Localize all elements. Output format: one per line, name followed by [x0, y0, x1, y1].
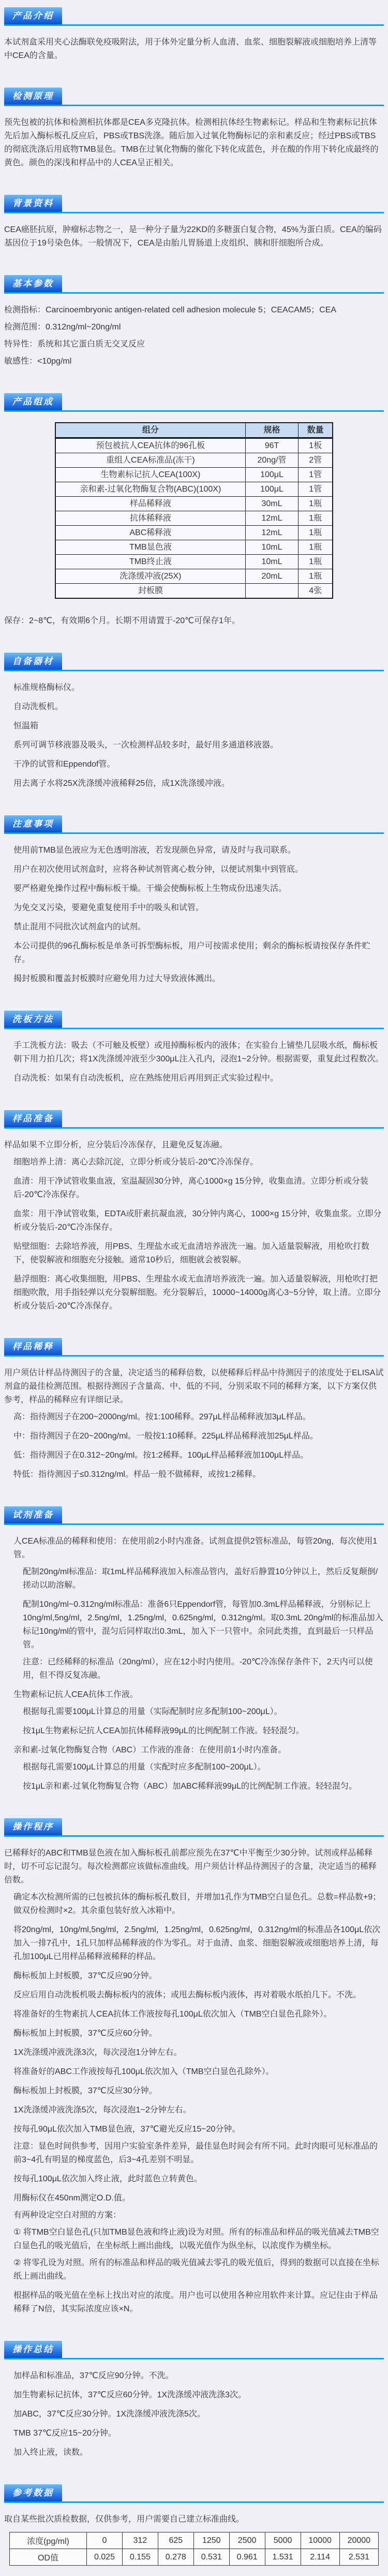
paragraph: 标准规格酶标仪。	[13, 683, 80, 692]
section-body	[4, 294, 384, 368]
section-header	[4, 2484, 384, 2503]
section-header	[4, 88, 384, 106]
table-cell: 1瓶	[299, 511, 333, 526]
section-body	[4, 106, 384, 170]
section-title-badge: 参考数据	[4, 2484, 62, 2501]
section-title-badge: 样品稀释	[4, 1338, 62, 1355]
paragraph: 血浆：用干净试管收集，EDTA或肝素抗凝血液，30分钟内离心，1000×g 15分钟，收集血浆。立即分析或分装后-20℃冷冻保存。	[13, 1210, 382, 1232]
paragraph: 特低：指待测因子≤0.312ng/ml。样品一般不做稀释，或按1:2稀释。	[13, 1470, 261, 1479]
table-row	[55, 555, 333, 569]
table-cell: 0.155	[122, 2549, 158, 2566]
paragraph: 用去离子水将25X洗涤缓冲液稀释25倍，成1X洗涤缓冲液。	[13, 779, 230, 788]
paragraph: ② 将零孔设为对照。所有的标准品和样品的吸光值减去零孔的吸光值后，得到的数据可以直接在坐标纸上画出曲线。	[13, 2258, 379, 2281]
paragraph: 按1μL亲和素-过氧化物酶复合物（ABC）加ABC稀释液99μL的比例配制工作液。轻轻混匀。	[23, 1782, 357, 1791]
paragraph: 加生物素标记抗体，37℃反应60分钟。1X洗涤缓冲液洗涤3次。	[13, 2391, 247, 2399]
section-body	[4, 412, 384, 628]
paragraph: 将准备好的ABC工作液按每孔100μL依次加入（TMB空白显色孔除外）。	[13, 2067, 274, 2076]
table-cell: 0.278	[158, 2549, 193, 2566]
section-header	[4, 7, 384, 26]
section-product-intro	[0, 7, 388, 63]
paragraph: 中：指待测因子在20~200ng/ml。一般按1:10稀释。225μL样品稀释液加25μL样品。	[13, 1432, 318, 1441]
section-title-badge: 基本参数	[4, 275, 62, 292]
table-cell: 10mL	[245, 540, 299, 555]
section-body	[4, 1525, 384, 1793]
table-cell: 洗涤缓冲液(25X)	[55, 569, 245, 584]
paragraph: 血清：用干净试管收集血液，室温凝固30分钟，离心1000×g 15分钟，收集血清。立即分析或分装后-20℃冷冻保存。	[13, 1177, 368, 1199]
table-cell: OD值	[10, 2549, 87, 2566]
section-plate-washing	[0, 1011, 388, 1085]
section-body	[4, 1029, 384, 1085]
paragraph: 已稀释好的ABC和TMB显色液在加入酶标板孔前都应预先在37℃中平衡至少30分钟。试剂或样品稀释时，切不可忘记混匀。每次检测都应该做标准曲线。用户须估计样品待测因子的含量，决定适当的稀释倍数。	[4, 1849, 377, 1884]
table-head	[55, 423, 333, 438]
paragraph: 自动洗板：如果有自动洗板机，应在熟练使用后再用到正式实验过程中。	[13, 1074, 279, 1083]
section-product-components	[0, 393, 388, 628]
section-header	[4, 815, 384, 834]
paragraph: 恒温箱	[13, 722, 39, 730]
paragraph: 亲和素-过氧化物酶复合物（ABC）工作液的准备：在使用前1小时内准备。	[13, 1746, 287, 1754]
section-header	[4, 2341, 384, 2359]
table-cell: 2.531	[339, 2549, 378, 2566]
table-cell: 0.531	[193, 2549, 229, 2566]
paragraph: 反应后用自动洗板机吸去酶标板内的液体；或甩去酶标板内液体，再对着吸水纸拍几下。不洗。	[13, 1991, 362, 1999]
section-header	[4, 275, 384, 294]
table-cell: 1管	[299, 482, 333, 497]
table-row	[55, 453, 333, 468]
paragraph: 低：指待测因子在0.312~20ng/ml。按1:2稀释。100μL样品稀释液加100μL样品。	[13, 1451, 309, 1460]
section-sample-dilution	[0, 1338, 388, 1481]
paragraph: 贴壁细胞：去除培养液，用PBS、生理盐水或无血清培养液洗一遍。加入适量裂解液，用枪吹打数下，使裂解液和细胞充分接触。通常10秒后，细胞就会被裂解。	[13, 1242, 370, 1264]
table-cell: 1瓶	[299, 540, 333, 555]
section-header	[4, 393, 384, 412]
paragraph: 检测范围：0.312ng/ml~20ng/ml	[4, 323, 121, 332]
section-title-badge: 产品介绍	[4, 7, 62, 24]
table-cell: 样品稀释液	[55, 497, 245, 511]
section-header	[4, 1506, 384, 1525]
column-header: 规格	[245, 423, 299, 438]
section-title-badge: 样品准备	[4, 1110, 62, 1127]
table-row	[55, 482, 333, 497]
paragraph: 根据每孔需要100μL计算总的用量（实配时应多配制100~200μL）。	[23, 1763, 266, 1772]
paragraph: 样品如果不立即分析，应分装后冷冻保存，且避免反复冻融。	[4, 1141, 228, 1149]
paragraph: 系列可调节移液器及吸头，一次检测样品较多时，最好用多通道移液器。	[13, 741, 279, 750]
components-table	[55, 422, 333, 599]
paragraph: 按1μL生物素标记抗人CEA加抗体稀释液99μL的比例配制工作液。轻轻混匀。	[23, 1726, 304, 1735]
section-body	[4, 2359, 384, 2459]
table-row	[55, 511, 333, 526]
table-cell: 封板膜	[55, 584, 245, 599]
table-cell: ABC稀释液	[55, 526, 245, 540]
paragraph: 本公司提供的96孔酶标板是单条可拆型酶标板，用户可按需求使用；剩余的酶标板请按保存条件贮存。	[13, 942, 370, 964]
paragraph: 本试剂盒采用夹心法酶联免疫吸附法，用于体外定量分析人血清、血浆、细胞裂解液或细胞培养上清等中CEA的含量。	[4, 38, 377, 60]
table-cell: 96T	[245, 438, 299, 453]
table-row	[55, 584, 333, 599]
section-title-badge: 背景资料	[4, 195, 62, 212]
paragraph: 确定本次检测所需的已包被抗体的酶标板孔数目，并增加1孔作为TMB空白显色孔。总数=样品数+9；做双份检测时×2。其余重包装好放入冰箱中。	[13, 1893, 381, 1915]
paragraph: 干净的试管和Eppendof管。	[13, 760, 115, 769]
section-header	[4, 1110, 384, 1129]
table-cell: 2管	[299, 453, 333, 468]
table-cell: 1250	[193, 2532, 229, 2549]
table-cell: 1板	[299, 438, 333, 453]
table-row	[55, 497, 333, 511]
paragraph: 高：指待测因子在200~2000ng/ml。按1:100稀释。297μL样品稀释液加3μL样品。	[13, 1413, 311, 1421]
paragraph: 悬浮细胞：离心收集细胞，用PBS、生理盐水或无血清培养液洗一遍。加入适量裂解液，用枪吹打把细胞吹散，用手指轻弹以充分裂解细胞。充分裂解后，10000~14000g离心3~5分钟，取上清。立即分析或分装后-20℃冷冻保存。	[13, 1275, 381, 1311]
paragraph: 用户在初次使用试剂盒时，应将各种试剂管离心数分钟，以便试剂集中到管底。	[13, 865, 304, 874]
paragraph: 酶标板加上封板膜，37℃反应90分钟。	[13, 1971, 157, 1980]
paragraph: 加样品和标准品，37℃反应90分钟。不洗。	[13, 2371, 174, 2380]
table-row	[55, 540, 333, 555]
section-reagent-preparation	[0, 1506, 388, 1793]
reference-table	[9, 2532, 379, 2566]
paragraph: 加ABC，37℃反应30分钟。1X洗涤缓冲液洗涤5次。	[13, 2410, 205, 2419]
section-title-badge: 注意事项	[4, 815, 62, 832]
section-header	[4, 195, 384, 213]
paragraph: CEA癌胚抗原，肿瘤标志物之一，是一种分子量为22KD的多糖蛋白复合物，45%为蛋白质。CEA的编码基因位于19号染色体。一般情况下，CEA是由胎儿胃肠道上皮组织、胰和肝细胞所合成。	[4, 225, 382, 248]
section-body	[4, 1837, 384, 2316]
table-cell: 0	[87, 2532, 123, 2549]
table-cell: 1瓶	[299, 555, 333, 569]
table-cell: 10mL	[245, 555, 299, 569]
paragraph: 根据每孔需要100μL计算总的用量（实际配制时应多配制100~200μL）。	[23, 1707, 282, 1716]
paragraph: ① 将TMB空白显色孔(只加TMB显色液和终止液)设为对照。所有的标准品和样品的吸光值减去TMB空白显色孔的吸光值后，在坐标纸上画出曲线，以吸光值作为纵坐标，以浓度作为横坐标。	[13, 2228, 379, 2250]
table-cell: 浓度(pg/ml)	[10, 2532, 87, 2549]
table-cell: 10000	[301, 2532, 339, 2549]
table-cell: 预包被抗人CEA抗体的96孔板	[55, 438, 245, 453]
paragraph: 要严格避免操作过程中酶标板干燥。干燥会使酶标板上生物成份迅速失活。	[13, 884, 287, 893]
table-cell: TMB终止液	[55, 555, 245, 569]
table-cell: 生物素标记抗人CEA(100X)	[55, 468, 245, 482]
paragraph: 揭封板膜和覆盖封板膜时应避免用力过大导致液体溅出。	[13, 974, 221, 983]
paragraph: TMB 37℃反应15~20分钟。	[13, 2429, 116, 2438]
section-title-badge: 操作程序	[4, 1818, 62, 1835]
table-cell: 4张	[299, 584, 333, 599]
paragraph: 生物素标记抗人CEA抗体工作液。	[13, 1690, 138, 1699]
section-body	[4, 1357, 384, 1481]
paragraph: 检测指标：Carcinoembryonic antigen-related cell adhesion molecule 5；CEACAM5；CEA	[4, 306, 337, 314]
table-cell: 重组人CEA标准品(冻干)	[55, 453, 245, 468]
paragraph: 人CEA标准品的稀释和使用：在使用前2小时内准备。试剂盒提供2管标准品，每管20ng，每次使用1管。	[13, 1537, 378, 1559]
table-row	[10, 2549, 379, 2566]
table-cell: 30mL	[245, 497, 299, 511]
paragraph: 有两种设定空白对照的方案：	[13, 2211, 122, 2220]
paragraph: 取自某些批次质检数据，仅供参考，用户需要自己建立标准曲线。	[4, 2515, 245, 2524]
section-detection-principle	[0, 88, 388, 170]
table-cell: 12mL	[245, 526, 299, 540]
table-cell: 0.025	[87, 2549, 123, 2566]
section-header	[4, 653, 384, 671]
section-header	[4, 1818, 384, 1837]
paragraph: 将准备好的生物素抗人CEA抗体工作液按每孔100μL依次加入（TMB空白显色孔除外）。	[13, 2010, 332, 2019]
paragraph: 敏感性：<10pg/ml	[4, 357, 72, 366]
paragraph: 保存：2~8℃，有效期6个月。长期不用请置于-20℃可保存1年。	[4, 616, 241, 625]
paragraph: 按每孔90μL依次加入TMB显色液，37℃避光反应15~20分钟。	[13, 2125, 241, 2134]
table-row	[55, 569, 333, 584]
section-precautions	[0, 815, 388, 986]
paragraph: 使用前TMB显色液应为无色透明溶液，若发现颜色异常，请及时与我司联系。	[13, 846, 296, 855]
section-sample-preparation	[0, 1110, 388, 1313]
paragraph: 用户须估计样品待测因子的含量，决定适当的稀释倍数，以使稀释后样品中待测因子的浓度处于ELISA试剂盒的最佳检测范围。根据待测因子含量高、中、低的不同，分别采取不同的稀释方案，以下方案仅供参考，样品的稀释应有详细记录。	[4, 1369, 384, 1404]
table-cell: 0.961	[229, 2549, 265, 2566]
table-cell: 1管	[299, 468, 333, 482]
table-cell: 312	[122, 2532, 158, 2549]
table-cell: 20000	[339, 2532, 378, 2549]
table-cell: 20ng/管	[245, 453, 299, 468]
paragraph: 注意：显色时间供参考，因用户实验室条件差异，最佳显色时间会有所不同。此时肉眼可见标准品的前3~4孔有明显的梯度蓝色，后3~4孔差别不明显。	[13, 2142, 378, 2164]
section-title-badge: 产品组成	[4, 393, 62, 410]
paragraph: 酶标板加上封板膜，37℃反应30分钟。	[13, 2086, 157, 2095]
table-cell: 2500	[229, 2532, 265, 2549]
table-cell: 20mL	[245, 569, 299, 584]
table-cell: 625	[158, 2532, 193, 2549]
table-cell: 5000	[265, 2532, 301, 2549]
paragraph: 用酶标仪在450nm测定O.D.值。	[13, 2194, 130, 2203]
section-body	[4, 26, 384, 63]
paragraph: 1X洗涤缓冲液洗涤3次，每次浸泡1分钟左右。	[13, 2048, 182, 2057]
section-procedure-summary	[0, 2341, 388, 2459]
table-cell: 1.531	[265, 2549, 301, 2566]
section-basic-parameters	[0, 275, 388, 368]
section-reference-data	[0, 2484, 388, 2566]
paragraph: 加入终止液，读数。	[13, 2448, 88, 2457]
paragraph: 根据样品的吸光值在坐标上找出对应的浓度。用户也可以使用各种应用软件来计算。应记住由于样品稀释了N倍，其实际浓度应该×N。	[13, 2291, 378, 2313]
table-cell: TMB显色液	[55, 540, 245, 555]
section-body	[4, 2503, 384, 2566]
table-cell: 2.114	[301, 2549, 339, 2566]
column-header: 组分	[55, 423, 245, 438]
table-cell: 100μL	[245, 468, 299, 482]
column-header: 数量	[299, 423, 333, 438]
section-self-prepared-equipment	[0, 653, 388, 790]
paragraph: 酶标板加上封板膜，37℃反应60分钟。	[13, 2029, 157, 2038]
paragraph: 细胞培养上清：离心去除沉淀，立即分析或分装后-20℃冷冻保存。	[13, 1158, 259, 1167]
section-body	[4, 671, 384, 790]
table-body	[10, 2532, 379, 2566]
table-cell: 1瓶	[299, 569, 333, 584]
section-body	[4, 213, 384, 250]
table-row	[10, 2532, 379, 2549]
section-body	[4, 1129, 384, 1313]
paragraph: 特异性：系统和其它蛋白质无交叉反应	[4, 340, 145, 349]
section-background	[0, 195, 388, 250]
table-row	[55, 438, 333, 453]
section-title-badge: 洗板方法	[4, 1011, 62, 1028]
table-row	[55, 526, 333, 540]
table-body	[55, 438, 333, 599]
paragraph: 将20ng/ml，10ng/ml,5ng/ml，2.5ng/ml，1.25ng/ml，0.625ng/ml，0.312ng/ml的标准品各100μL依次加入一排7孔中，1孔只加样品稀释液的作为零孔。对于血清、血浆、细胞裂解液或细胞培养上清，每孔加100μL已用样品稀释液稀释的样品。	[13, 1925, 381, 1961]
table-cell: 100μL	[245, 482, 299, 497]
paragraph: 手工洗板方法：吸去（不可触及板壁）或甩掉酶标板内的液体；在实验台上铺垫几层吸水纸，酶标板朝下用力拍几次；将1X洗涤缓冲液至少300μL注入孔内，浸泡1~2分钟。根据需要，重复此过程数次。	[13, 1041, 384, 1063]
table-row	[55, 468, 333, 482]
table-cell: 1瓶	[299, 497, 333, 511]
section-assay-procedure	[0, 1818, 388, 2316]
paragraph: 自动洗板机。	[13, 702, 64, 711]
section-title-badge: 试剂准备	[4, 1506, 62, 1523]
paragraph: 配制20ng/ml标准品：取1mL样品稀释液加入标准品管内，盖好后静置10分钟以上，然后反复颠倒/搓动以助溶解。	[23, 1567, 378, 1590]
paragraph: 按每孔100μL依次加入终止液，此时蓝色立转黄色。	[13, 2175, 202, 2183]
table-header-row	[55, 423, 333, 438]
paragraph: 配制10ng/ml~0.312ng/ml标准品：准备6只Eppendorf管，每管加0.3mL样品稀释液，分别标记上10ng/ml,5ng/ml，2.5ng/ml，1.25ng/ml，0.625ng/ml，0.312ng/ml。取0.3mL 20ng/ml的标准品加入标记10ng/ml的管中，混匀后同样取出0.3mL，加入下一只管中。余同此类推，直到最后一只样品管。	[23, 1600, 383, 1649]
section-title-badge: 操作总结	[4, 2341, 62, 2358]
paragraph: 禁止混用不同批次试剂盒内的试剂。	[13, 923, 146, 931]
section-title-badge: 自备器材	[4, 653, 62, 670]
section-header	[4, 1011, 384, 1029]
paragraph: 为免交叉污染，要避免重复使用手中的吸头和试管。	[13, 903, 204, 912]
table-cell: 抗体稀释液	[55, 511, 245, 526]
paragraph: 注意：已经稀释的标准品（20ng/ml），应在12小时内使用。-20℃冷冻保存条件下，2天内可以使用，但不得反复冻融。	[23, 1658, 373, 1680]
section-title-badge: 检测原理	[4, 88, 62, 105]
paragraph: 预先包被的抗体和检测相抗体都是CEA多克隆抗体。检测相抗体经生物素标记。样品和生物素标记抗体先后加入酶标板孔反应后，PBS或TBS洗涤。随后加入过氧化物酶标记的亲和素反应；经过PBS或TBS的彻底洗涤后用底物TMB显色。TMB在过氧化物酶的催化下转化成蓝色，并在酸的作用下转化成最终的黄色。颜色的深浅和样品中的人CEA呈正相关。	[4, 118, 379, 167]
table-cell: 亲和素-过氧化物酶复合物(ABC)(100X)	[55, 482, 245, 497]
section-header	[4, 1338, 384, 1357]
paragraph: 1X洗涤缓冲液洗涤5次，每次浸泡1~2分钟左右。	[13, 2106, 191, 2114]
table-cell	[245, 584, 299, 599]
section-body	[4, 834, 384, 986]
table-cell: 1瓶	[299, 526, 333, 540]
table-cell: 12mL	[245, 511, 299, 526]
